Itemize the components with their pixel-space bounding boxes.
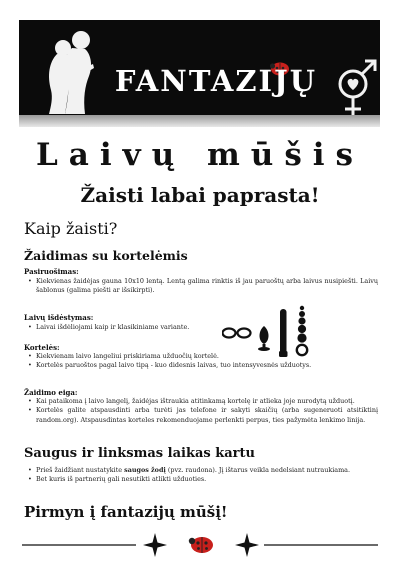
brand-banner: [19, 20, 380, 116]
game-course-list: [28, 397, 378, 425]
brand-name: FANTAZIJŲ: [114, 64, 318, 98]
footer-decoration: [22, 528, 378, 558]
list-item: • Kortelės paruoštos pagal laivo tipą - kuo didesnis laivas, tuo intensyvesnės užduotys.: [28, 361, 378, 370]
preparation-list: [28, 277, 378, 296]
label-ship-placement: Laivų išdėstymas:: [24, 313, 94, 322]
banner-divider: [19, 115, 380, 127]
gender-heart-icon: [331, 58, 380, 116]
page-title: Laivų mūšis: [35, 137, 365, 173]
cuffs-icon: [223, 329, 251, 338]
list-item: • Bet kuris iš partnerių gali nesutikti atlikti užduoties.: [28, 475, 378, 484]
beads-icon: [297, 306, 307, 355]
ladybug-icon: [189, 537, 213, 553]
sparkle-icon: [143, 533, 167, 557]
label-preparation: Pasiruošimas:: [24, 267, 79, 276]
list-item: • Kiekvienam laivo langeliui priskiriama užduočių kortelė.: [28, 352, 378, 361]
page-subtitle: Žaisti labai paprasta!: [80, 183, 320, 207]
section-heading-how-to: Kaip žaisti?: [24, 219, 118, 238]
label-cards: Kortelės:: [24, 343, 60, 352]
label-game-course: Žaidimo eiga:: [24, 388, 78, 397]
section-heading-cards-game: Žaidimas su kortelėmis: [24, 248, 188, 263]
safe-word-emphasis: saugos žodį: [124, 466, 166, 474]
safety-list: [28, 466, 378, 485]
list-item: • Prieš žaidžiant nustatykite saugos žodį (pvz. raudona). Jį ištarus veikla nedelsiant nutraukiama.: [28, 466, 378, 475]
couple-silhouette-icon: [39, 24, 109, 116]
section-heading-safety: Saugus ir linksmas laikas kartu: [24, 446, 255, 461]
list-item: • Laivai išdėliojami kaip ir klasikiniame variante.: [28, 323, 234, 332]
closing-line: Pirmyn į fantazijų mūšį!: [24, 503, 228, 521]
placement-list: [28, 323, 234, 332]
cards-list: [28, 352, 378, 371]
sparkle-icon: [235, 533, 259, 557]
list-item: • Kai pataikoma į laivo langelį, žaidėjas ištraukia atitinkamą kortelę ir atlieka joje nurodytą užduotį.: [28, 397, 378, 406]
wand-icon: [279, 309, 288, 357]
plug-icon: [258, 326, 270, 351]
list-item: • Kortelės galite atspausdinti arba turėti jas telefone ir sakyti skaičių (arba sugeneruoti atsitiktinį random.org). Atspausdintas korteles rekomenduojame perlenkti perpus, ties pažymėta lenkimo linija.: [28, 406, 378, 425]
list-item: • Kiekvienas žaidėjas gauna 10x10 lentą. Lentą galima rinktis iš jau paruoštų arba laivus nusipiešti. Laivų šablonus (galima piešti ar išsikirpti).: [28, 277, 378, 296]
